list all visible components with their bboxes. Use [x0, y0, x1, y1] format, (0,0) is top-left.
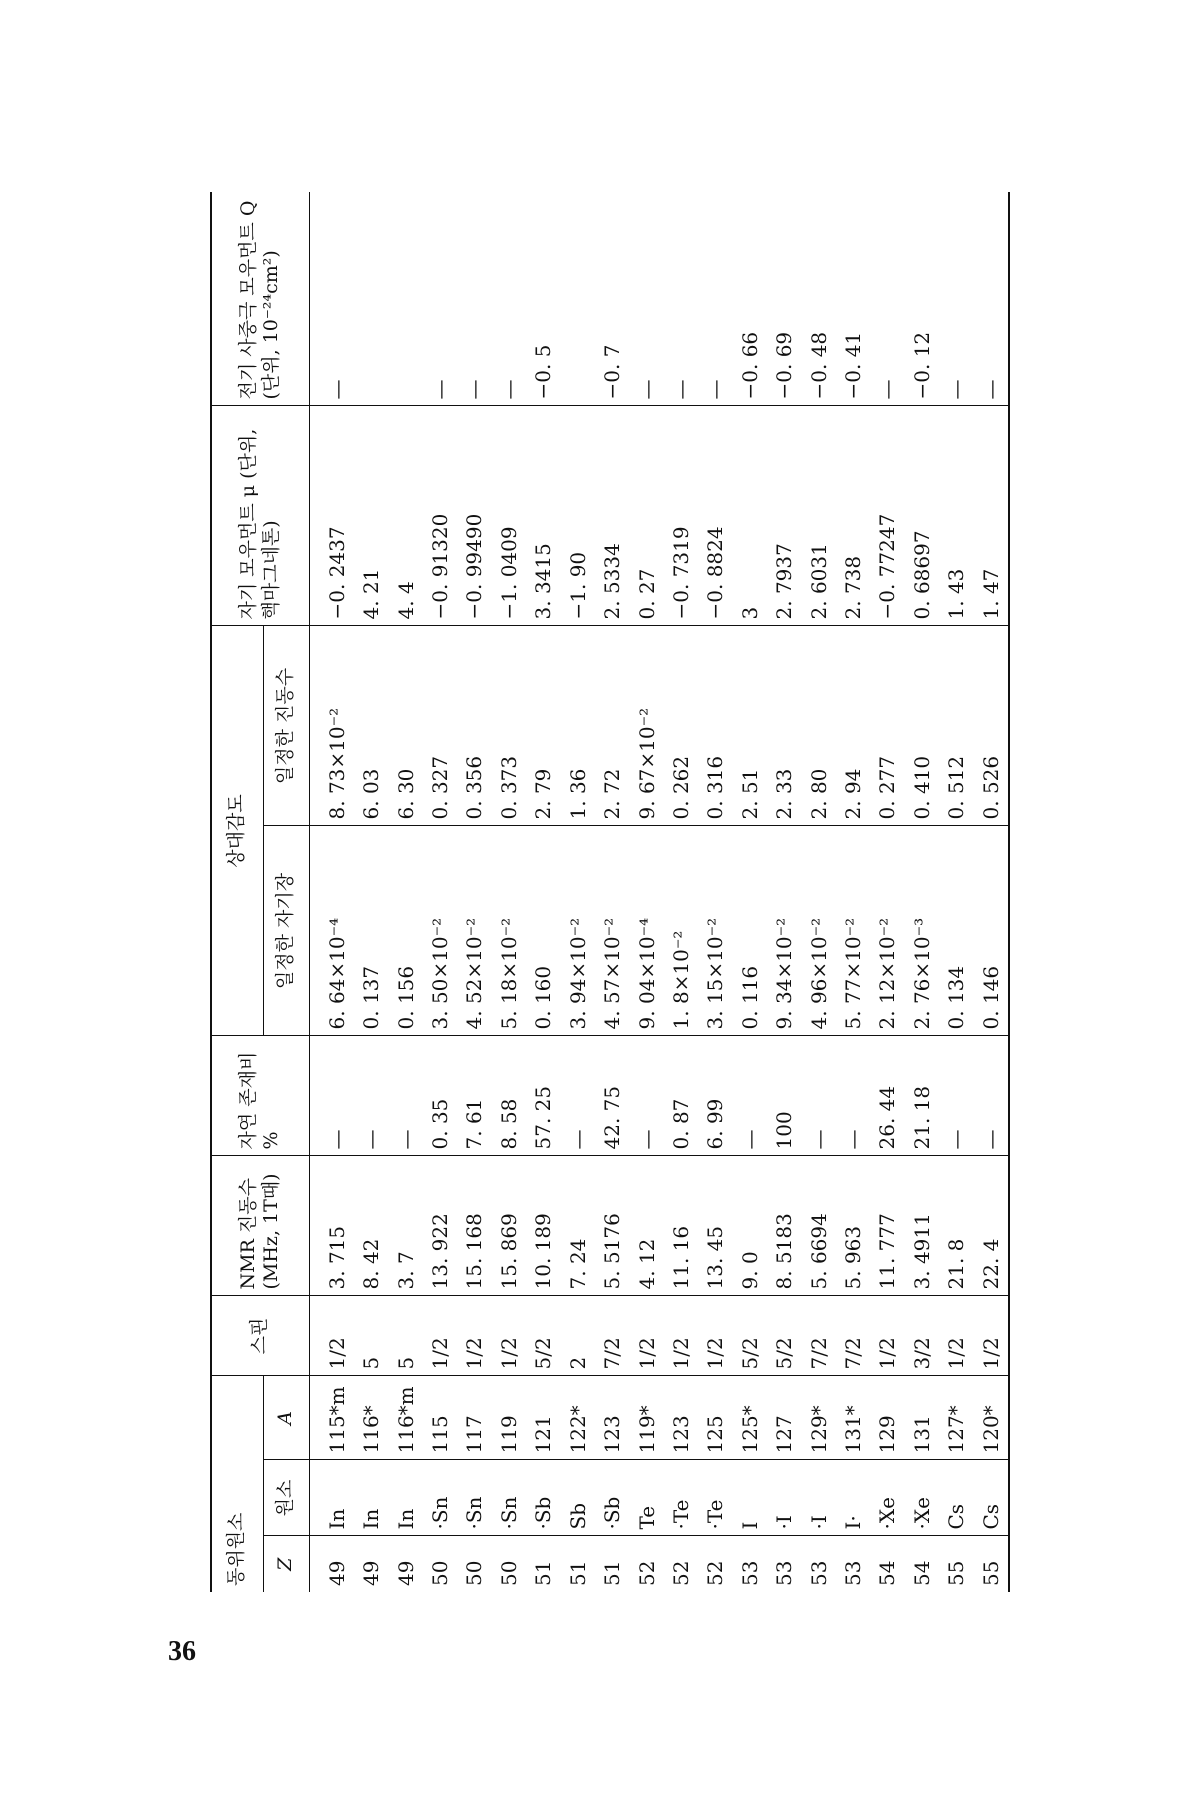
- spin-cell: 3/2: [905, 1296, 939, 1376]
- mass-number-cell: 131: [905, 1376, 939, 1460]
- mass-number-header: A: [263, 1376, 309, 1460]
- z-cell: 49: [324, 1560, 349, 1586]
- nmr-frequency-cell: 3. 7: [388, 1156, 422, 1296]
- natural-abundance-cell: 0. 35: [423, 1036, 457, 1156]
- mass-number-cell: 125*: [733, 1376, 767, 1460]
- table-row: [664, 192, 698, 1592]
- nmr-isotope-table-rotated: [210, 192, 1010, 1592]
- magnetic-moment-cell: 1. 43: [939, 406, 973, 626]
- quadrupole-moment-cell: —: [423, 192, 457, 406]
- mass-number-cell: 120*: [973, 1376, 1009, 1460]
- magnetic-moment-cell: −0. 2437: [309, 406, 354, 626]
- element-cell: ·Xe: [905, 1460, 939, 1536]
- spin-cell: 7/2: [836, 1296, 870, 1376]
- natural-abundance-cell: —: [836, 1036, 870, 1156]
- magnetic-moment-cell: 2. 6031: [801, 406, 835, 626]
- z-cell: 52: [634, 1560, 659, 1586]
- magnetic-moment-cell: −0. 8824: [698, 406, 732, 626]
- spin-cell: 5/2: [733, 1296, 767, 1376]
- natural-abundance-cell: —: [388, 1036, 422, 1156]
- natural-abundance-cell: —: [939, 1036, 973, 1156]
- natural-abundance-cell: —: [733, 1036, 767, 1156]
- z-cell: 49: [359, 1560, 384, 1586]
- spin-cell: 5: [388, 1296, 422, 1376]
- table-row: [388, 192, 422, 1592]
- constant-field-cell: 4. 52×10⁻²: [457, 826, 491, 1036]
- table-row: [526, 192, 560, 1592]
- nmr-frequency-cell: 11. 777: [870, 1156, 904, 1296]
- quadrupole-moment-cell: −0. 12: [905, 192, 939, 406]
- constant-field-cell: 3. 15×10⁻²: [698, 826, 732, 1036]
- element-cell: ·I: [801, 1460, 835, 1536]
- element-cell: In: [388, 1460, 422, 1536]
- z-cell: 55: [978, 1560, 1003, 1586]
- nmr-frequency-cell: 9. 0: [733, 1156, 767, 1296]
- constant-field-cell: 0. 134: [939, 826, 973, 1036]
- magnetic-moment-cell: −0. 77247: [870, 406, 904, 626]
- mass-number-cell: 117: [457, 1376, 491, 1460]
- natural-abundance-cell: 0. 87: [664, 1036, 698, 1156]
- nmr-frequency-cell: 15. 869: [492, 1156, 526, 1296]
- natural-abundance-cell: 8. 58: [492, 1036, 526, 1156]
- z-cell: 54: [909, 1560, 934, 1586]
- quadrupole-moment-cell: [560, 192, 594, 406]
- element-cell: ·Te: [664, 1460, 698, 1536]
- z-cell: 53: [737, 1560, 762, 1586]
- spin-cell: 5/2: [526, 1296, 560, 1376]
- table-row: [492, 192, 526, 1592]
- natural-abundance-cell: —: [560, 1036, 594, 1156]
- constant-field-cell: 4. 96×10⁻²: [801, 826, 835, 1036]
- z-header: Z: [263, 1536, 309, 1592]
- table-row: [870, 192, 904, 1592]
- mass-number-cell: 116*m: [388, 1376, 422, 1460]
- element-cell: ·Xe: [870, 1460, 904, 1536]
- magnetic-moment-cell: 3: [733, 406, 767, 626]
- element-cell: ·Te: [698, 1460, 732, 1536]
- z-cell: 54: [875, 1560, 900, 1586]
- table-row: [905, 192, 939, 1592]
- mass-number-cell: 119: [492, 1376, 526, 1460]
- magnetic-moment-cell: −1. 90: [560, 406, 594, 626]
- natural-abundance-cell: 100: [767, 1036, 801, 1156]
- table-row: [423, 192, 457, 1592]
- spin-cell: 2: [560, 1296, 594, 1376]
- table-row: [698, 192, 732, 1592]
- z-cell: 50: [428, 1560, 453, 1586]
- magnetic-moment-cell: 1. 47: [973, 406, 1009, 626]
- z-cell: 53: [772, 1560, 797, 1586]
- spin-cell: 1/2: [698, 1296, 732, 1376]
- table-row: [457, 192, 491, 1592]
- z-cell: 52: [668, 1560, 693, 1586]
- constant-frequency-cell: 2. 72: [595, 626, 629, 826]
- constant-field-cell: 5. 18×10⁻²: [492, 826, 526, 1036]
- element-cell: ·Sb: [526, 1460, 560, 1536]
- natural-abundance-cell: —: [354, 1036, 388, 1156]
- constant-field-cell: 2. 76×10⁻³: [905, 826, 939, 1036]
- quadrupole-moment-cell: —: [664, 192, 698, 406]
- nmr-frequency-header: NMR 진동수 (MHz, 1T때): [211, 1156, 309, 1296]
- quadrupole-moment-cell: [354, 192, 388, 406]
- nmr-frequency-cell: 3. 4911: [905, 1156, 939, 1296]
- nmr-frequency-cell: 22. 4: [973, 1156, 1009, 1296]
- constant-frequency-cell: 0. 410: [905, 626, 939, 826]
- z-cell: 50: [496, 1560, 521, 1586]
- mass-number-cell: 115*m: [309, 1376, 354, 1460]
- quadrupole-moment-header: 전기 사중극 모우먼트 Q (단위, 10⁻²⁴cm²): [211, 192, 309, 406]
- mass-number-cell: 122*: [560, 1376, 594, 1460]
- quadrupole-moment-cell: −0. 69: [767, 192, 801, 406]
- constant-frequency-cell: 0. 262: [664, 626, 698, 826]
- quadrupole-moment-cell: —: [629, 192, 663, 406]
- mass-number-cell: 131*: [836, 1376, 870, 1460]
- element-cell: I·: [836, 1460, 870, 1536]
- mass-number-cell: 127*: [939, 1376, 973, 1460]
- constant-field-cell: 3. 94×10⁻²: [560, 826, 594, 1036]
- nmr-frequency-cell: 8. 42: [354, 1156, 388, 1296]
- nmr-frequency-cell: 15. 168: [457, 1156, 491, 1296]
- constant-field-cell: 2. 12×10⁻²: [870, 826, 904, 1036]
- nmr-frequency-cell: 8. 5183: [767, 1156, 801, 1296]
- magnetic-moment-cell: −1. 0409: [492, 406, 526, 626]
- constant-frequency-cell: 2. 79: [526, 626, 560, 826]
- magnetic-moment-cell: 4. 4: [388, 406, 422, 626]
- page-number: 36: [168, 1636, 196, 1667]
- magnetic-moment-cell: 3. 3415: [526, 406, 560, 626]
- natural-abundance-cell: —: [801, 1036, 835, 1156]
- spin-cell: 1/2: [492, 1296, 526, 1376]
- isotope-header: 동위원소: [211, 1376, 263, 1592]
- spin-cell: 1/2: [423, 1296, 457, 1376]
- spin-cell: 1/2: [629, 1296, 663, 1376]
- constant-frequency-cell: 6. 03: [354, 626, 388, 826]
- nmr-frequency-cell: 13. 45: [698, 1156, 732, 1296]
- constant-field-cell: 6. 64×10⁻⁴: [309, 826, 354, 1036]
- natural-abundance-cell: —: [629, 1036, 663, 1156]
- mass-number-cell: 125: [698, 1376, 732, 1460]
- element-cell: Cs: [973, 1460, 1009, 1536]
- mass-number-cell: 115: [423, 1376, 457, 1460]
- z-cell: 51: [565, 1560, 590, 1586]
- table-row: [767, 192, 801, 1592]
- nmr-frequency-cell: 13. 922: [423, 1156, 457, 1296]
- nmr-frequency-cell: 7. 24: [560, 1156, 594, 1296]
- magnetic-moment-cell: 0. 27: [629, 406, 663, 626]
- magnetic-moment-cell: 0. 68697: [905, 406, 939, 626]
- element-cell: ·Sn: [492, 1460, 526, 1536]
- element-cell: ·I: [767, 1460, 801, 1536]
- table-row: [733, 192, 767, 1592]
- constant-frequency-cell: 0. 373: [492, 626, 526, 826]
- constant-field-cell: 0. 156: [388, 826, 422, 1036]
- mass-number-cell: 119*: [629, 1376, 663, 1460]
- magnetic-moment-cell: −0. 99490: [457, 406, 491, 626]
- quadrupole-moment-cell: —: [870, 192, 904, 406]
- natural-abundance-cell: —: [973, 1036, 1009, 1156]
- mass-number-cell: 129*: [801, 1376, 835, 1460]
- nmr-frequency-cell: 5. 963: [836, 1156, 870, 1296]
- constant-frequency-cell: 2. 51: [733, 626, 767, 826]
- nmr-frequency-cell: 10. 189: [526, 1156, 560, 1296]
- table-row: [560, 192, 594, 1592]
- mass-number-cell: 123: [664, 1376, 698, 1460]
- constant-field-cell: 0. 160: [526, 826, 560, 1036]
- natural-abundance-cell: 42. 75: [595, 1036, 629, 1156]
- natural-abundance-cell: 26. 44: [870, 1036, 904, 1156]
- constant-field-cell: 0. 146: [973, 826, 1009, 1036]
- element-cell: Sb: [560, 1460, 594, 1536]
- element-cell: Cs: [939, 1460, 973, 1536]
- quadrupole-moment-cell: —: [492, 192, 526, 406]
- mass-number-cell: 121: [526, 1376, 560, 1460]
- table-row: [973, 192, 1009, 1592]
- constant-field-header: 일정한 자기장: [263, 826, 309, 1036]
- table-row: [595, 192, 629, 1592]
- z-cell: 51: [600, 1560, 625, 1586]
- natural-abundance-cell: 21. 18: [905, 1036, 939, 1156]
- natural-abundance-cell: 7. 61: [457, 1036, 491, 1156]
- quadrupole-moment-cell: −0. 7: [595, 192, 629, 406]
- element-cell: ·Sn: [423, 1460, 457, 1536]
- spin-cell: 7/2: [801, 1296, 835, 1376]
- magnetic-moment-cell: −0. 7319: [664, 406, 698, 626]
- quadrupole-moment-cell: [388, 192, 422, 406]
- nmr-frequency-cell: 5. 6694: [801, 1156, 835, 1296]
- constant-frequency-cell: 0. 356: [457, 626, 491, 826]
- z-cell: 53: [806, 1560, 831, 1586]
- constant-field-cell: 1. 8×10⁻²: [664, 826, 698, 1036]
- z-cell: 53: [840, 1560, 865, 1586]
- element-cell: In: [354, 1460, 388, 1536]
- constant-field-cell: 9. 04×10⁻⁴: [629, 826, 663, 1036]
- table-row: [354, 192, 388, 1592]
- constant-field-cell: 0. 116: [733, 826, 767, 1036]
- spin-cell: 5/2: [767, 1296, 801, 1376]
- table-row: [801, 192, 835, 1592]
- element-header: 원소: [263, 1460, 309, 1536]
- nmr-frequency-cell: 21. 8: [939, 1156, 973, 1296]
- constant-frequency-cell: 2. 94: [836, 626, 870, 826]
- element-cell: In: [309, 1460, 354, 1536]
- natural-abundance-cell: 57. 25: [526, 1036, 560, 1156]
- quadrupole-moment-cell: −0. 66: [733, 192, 767, 406]
- constant-frequency-cell: 0. 512: [939, 626, 973, 826]
- table-row: [629, 192, 663, 1592]
- magnetic-moment-cell: −0. 91320: [423, 406, 457, 626]
- magnetic-moment-cell: 4. 21: [354, 406, 388, 626]
- mass-number-cell: 116*: [354, 1376, 388, 1460]
- constant-frequency-cell: 2. 80: [801, 626, 835, 826]
- mass-number-cell: 129: [870, 1376, 904, 1460]
- natural-abundance-cell: —: [309, 1036, 354, 1156]
- constant-field-cell: 5. 77×10⁻²: [836, 826, 870, 1036]
- constant-frequency-header: 일정한 진동수: [263, 626, 309, 826]
- natural-abundance-cell: 6. 99: [698, 1036, 732, 1156]
- mass-number-cell: 123: [595, 1376, 629, 1460]
- z-cell: 51: [531, 1560, 556, 1586]
- constant-frequency-cell: 0. 277: [870, 626, 904, 826]
- constant-frequency-cell: 0. 327: [423, 626, 457, 826]
- constant-field-cell: 3. 50×10⁻²: [423, 826, 457, 1036]
- nmr-isotope-table: [210, 192, 1010, 1592]
- natural-abundance-header: 자연 존재비 %: [211, 1036, 309, 1156]
- magnetic-moment-header: 자기 모우먼트 μ (단위, 핵마그네톤): [211, 406, 309, 626]
- magnetic-moment-cell: 2. 7937: [767, 406, 801, 626]
- constant-frequency-cell: 6. 30: [388, 626, 422, 826]
- z-cell: 50: [462, 1560, 487, 1586]
- constant-field-cell: 0. 137: [354, 826, 388, 1036]
- nmr-frequency-cell: 5. 5176: [595, 1156, 629, 1296]
- constant-frequency-cell: 8. 73×10⁻²: [309, 626, 354, 826]
- spin-cell: 5: [354, 1296, 388, 1376]
- nmr-frequency-cell: 3. 715: [309, 1156, 354, 1296]
- table-body: [309, 192, 1009, 1592]
- table-row: [836, 192, 870, 1592]
- spin-cell: 1/2: [457, 1296, 491, 1376]
- quadrupole-moment-cell: —: [698, 192, 732, 406]
- quadrupole-moment-cell: −0. 5: [526, 192, 560, 406]
- constant-field-cell: 4. 57×10⁻²: [595, 826, 629, 1036]
- spin-cell: 1/2: [309, 1296, 354, 1376]
- element-cell: I: [733, 1460, 767, 1536]
- mass-number-cell: 127: [767, 1376, 801, 1460]
- constant-frequency-cell: 2. 33: [767, 626, 801, 826]
- constant-frequency-cell: 1. 36: [560, 626, 594, 826]
- quadrupole-moment-cell: —: [309, 192, 354, 406]
- quadrupole-moment-cell: −0. 41: [836, 192, 870, 406]
- z-cell: 52: [703, 1560, 728, 1586]
- element-cell: ·Sb: [595, 1460, 629, 1536]
- constant-frequency-cell: 0. 316: [698, 626, 732, 826]
- spin-cell: 1/2: [664, 1296, 698, 1376]
- quadrupole-moment-cell: —: [939, 192, 973, 406]
- nmr-frequency-cell: 4. 12: [629, 1156, 663, 1296]
- element-cell: ·Sn: [457, 1460, 491, 1536]
- magnetic-moment-cell: 2. 738: [836, 406, 870, 626]
- spin-cell: 1/2: [939, 1296, 973, 1376]
- table-row: [309, 192, 354, 1592]
- spin-cell: 7/2: [595, 1296, 629, 1376]
- z-cell: 55: [944, 1560, 969, 1586]
- spin-cell: 1/2: [973, 1296, 1009, 1376]
- nmr-frequency-cell: 11. 16: [664, 1156, 698, 1296]
- relative-sensitivity-header: 상대감도: [211, 626, 263, 1036]
- z-cell: 49: [393, 1560, 418, 1586]
- constant-frequency-cell: 0. 526: [973, 626, 1009, 826]
- table-row: [939, 192, 973, 1592]
- quadrupole-moment-cell: −0. 48: [801, 192, 835, 406]
- quadrupole-moment-cell: —: [457, 192, 491, 406]
- spin-cell: 1/2: [870, 1296, 904, 1376]
- constant-field-cell: 9. 34×10⁻²: [767, 826, 801, 1036]
- spin-header: 스핀: [211, 1296, 309, 1376]
- element-cell: Te: [629, 1460, 663, 1536]
- constant-frequency-cell: 9. 67×10⁻²: [629, 626, 663, 826]
- magnetic-moment-cell: 2. 5334: [595, 406, 629, 626]
- quadrupole-moment-cell: —: [973, 192, 1009, 406]
